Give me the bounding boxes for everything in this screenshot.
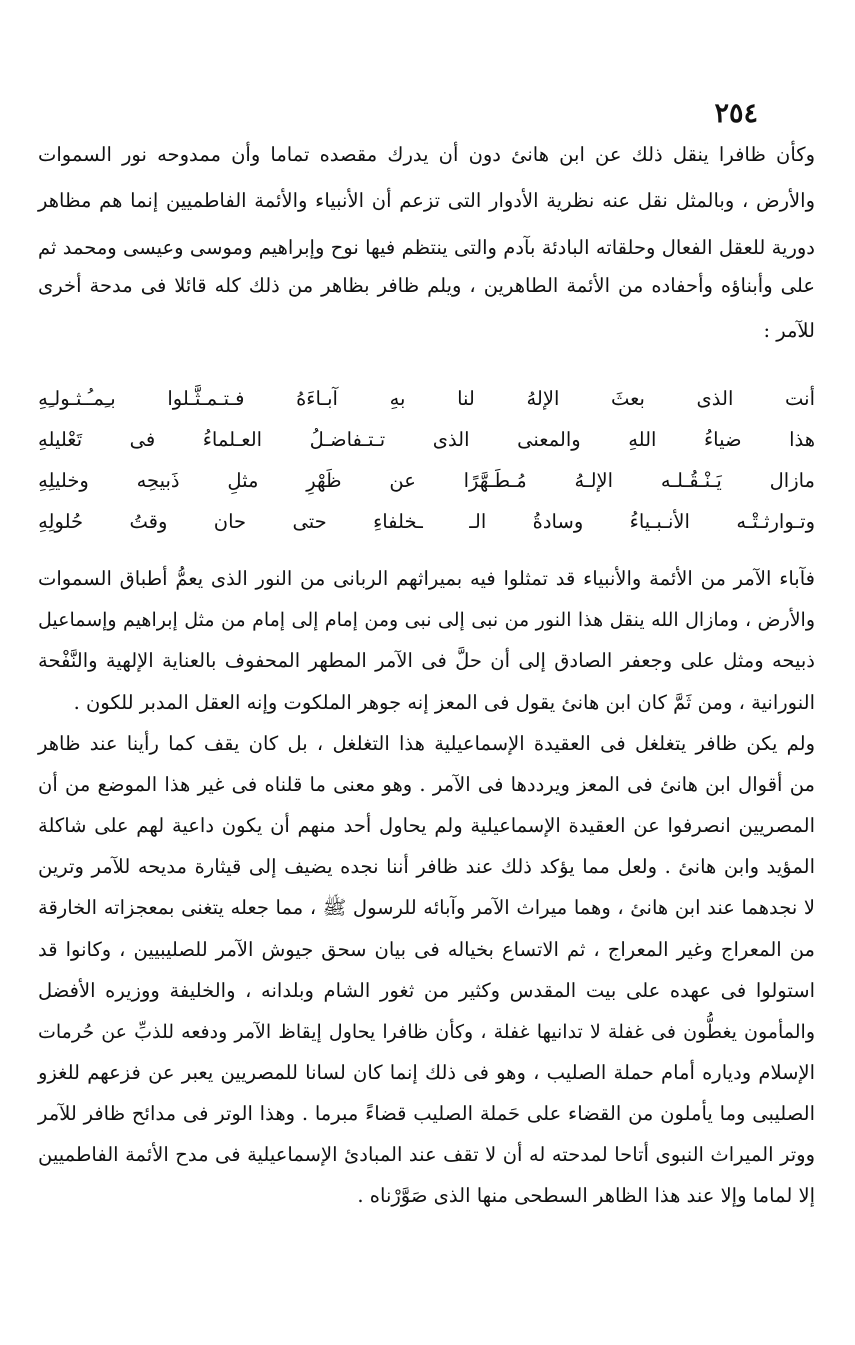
paragraph-3-line: من أقوال ابن هانئ فى المعز ويرددها فى الآمر . وهو معنى ما قلناه فى غير هذا الموضع من أن — [38, 773, 815, 796]
verse-word: اللهِ — [628, 428, 657, 451]
paragraph-3-line: ووتر الميراث النبوى أتاحا لمدحته له أن لا تقف عند المبادئ الإسماعيلية فى مدح الأئمة الفاطميين — [38, 1143, 815, 1166]
paragraph-1-line: والأرض ، وبالمثل نقل عنه نظرية الأدوار التى تزعم أن الأنبياء والأئمة الفاطميين إنما هم مظاهر — [38, 189, 815, 212]
verse-word: تَعْليلهِ — [38, 428, 83, 451]
verse-word: مازال — [769, 469, 815, 492]
verse-word: الذى — [432, 428, 470, 451]
paragraph-1-line: وكأن ظافرا ينقل ذلك عن ابن هانئ دون أن يدرك مقصده تماما وأن ممدوحه نور السموات — [38, 143, 815, 166]
verse-word: ذَبيحِه — [136, 469, 180, 492]
verse-word: ـخلفاءِ — [373, 510, 423, 533]
verse-word: بعثَ — [610, 387, 645, 410]
paragraph-3-line: لا نجدهما عند ابن هانئ ، وهما ميراث الآمر وآبائه للرسول ﷺ ، مما جعله يتغنى بمعجزاته الخارقة — [38, 896, 815, 919]
verse-word: وتـوارثـتْـه — [736, 510, 815, 533]
verse-word: الـ — [469, 510, 487, 533]
verse-word: عن — [389, 469, 416, 492]
verse-word: وقتُ — [129, 510, 168, 533]
verse-line — [38, 507, 815, 537]
paragraph-1-line: للآمر : — [763, 319, 815, 342]
verse-word: فـتـمـثَّـلوا — [167, 387, 245, 410]
paragraph-2-line: والأرض ، ومازال الله ينقل هذا النور من نبى إلى نبى ومن إمام إلى إمام من مثل إبراهيم وإسماعيل — [38, 609, 815, 631]
paragraph-3-line: الصليبى وما يأملون من القضاء على حَملة الصليب قضاءً مبرما . وهذا الوتر فى مدائح ظافر للآمر — [38, 1102, 815, 1125]
verse-word: فى — [129, 428, 156, 451]
paragraph-2-line: فآباء الآمر من الأئمة والأنبياء قد تمثلوا فيه بميراثهم الربانى من النور الذى يعمُّ أطباق السموات — [38, 567, 815, 590]
verse-word: وخليلِهِ — [38, 469, 89, 492]
verse-word: تـتـفاضـلُ — [309, 428, 386, 451]
verse-word: حُلولِهِ — [38, 510, 84, 533]
verse-line — [38, 384, 815, 414]
verse-word: الأنـبـياءُ — [629, 510, 690, 533]
verse-word: هذا — [789, 428, 815, 451]
verse-line — [38, 425, 815, 455]
paragraph-3-line: من المعراج وغير المعراج ، ثم الاتساع بخياله فى بيان سحق جيوش الآمر للصليبيين ، وكانوا قد — [38, 938, 815, 961]
paragraph-3-line: ولم يكن ظافر يتغلغل فى العقيدة الإسماعيلية هذا التغلغل ، بل كان يقف كما رأينا عند ظاهر — [38, 732, 815, 755]
verse-word: حان — [213, 510, 247, 533]
paragraph-3-line: الإسلام ودياره أمام حملة الصليب ، وهو فى ذلك إنما كان لسانا للمصريين يعبر عن فزعهم للغزو — [38, 1061, 815, 1084]
verse-word: حتى — [292, 510, 327, 533]
paragraph-3-line: المصريين انصرفوا عن العقيدة الإسماعيلية ولم يحاول أحد منهم أن يكون داعية لهم على شاكلة — [38, 814, 815, 837]
verse-word: بـِمـُـثـولـِهِ — [38, 387, 116, 410]
paragraph-3-line: المؤيد وابن هانئ . ولعل مما يؤكد ذلك عند ظافر أننا نجده يضيف إلى قيثارة مديحه للآمر وترين — [38, 855, 815, 878]
verse-word: ضياءُ — [703, 428, 742, 451]
paragraph-1-line: على وأبناؤه وأحفاده من الأئمة الطاهرين ، ويلم ظافر بظاهر من ذلك كله قائلا فى مدحة أخرى — [38, 274, 815, 297]
paragraph-3-line: والمأمون يغطُّون فى غفلة لا تدانيها غفلة ، وكأن ظافرا يحاول إيقاظ الآمر ودفعه للذبِّ عن حُرمات — [38, 1021, 815, 1043]
verse-word: والمعنى — [517, 428, 581, 451]
verse-word: يَـنْـقُـلـه — [660, 469, 722, 492]
page-number: ٢٥٤ — [714, 98, 758, 129]
verse-word: وسادةُ — [532, 510, 584, 533]
verse-word: لنا — [457, 387, 475, 410]
verse-word: الإلـهُ — [574, 469, 614, 492]
verse-word: الإلهُ — [526, 387, 560, 410]
paragraph-1-line: دورية للعقل الفعال وحلقاته البادئة بآدم والتى ينتظم فيها نوح وإبراهيم وموسى وعيسى ومحمد ثم — [38, 236, 815, 259]
paragraph-3-line: استولوا فى عهده على بيت المقدس وكثير من ثغور الشام وبلدانه ، والخليفة ووزيره الأفضل — [38, 979, 815, 1002]
verse-word: مثلِ — [227, 469, 259, 492]
verse-word: آبـاءَهُ — [296, 387, 338, 410]
verse-word: الذى — [696, 387, 734, 410]
verse-word: بهِ — [389, 387, 406, 410]
verse-word: ظَهْرِ — [306, 469, 342, 492]
verse-word: العـلماءُ — [202, 428, 263, 451]
paragraph-2-line: النورانية ، ومن ثَمَّ كان ابن هانئ يقول فى المعز إنه جوهر الملكوت وإنه العقل المدبر للكون . — [73, 691, 815, 714]
verse-line — [38, 466, 815, 496]
verse-word: مُـطَـهَّرًا — [463, 469, 527, 492]
paragraph-3-line: إلا لماما وإلا عند هذا الظاهر السطحى منها الذى صَوَّرْناه . — [357, 1184, 815, 1207]
verse-word: أنت — [785, 387, 815, 410]
paragraph-2-line: ذبيحه ومثل على وجعفر الصادق إلى أن حلَّ فى الآمر المطهر المحفوف بالعناية الإلهية والنَّفْحة — [38, 649, 815, 672]
